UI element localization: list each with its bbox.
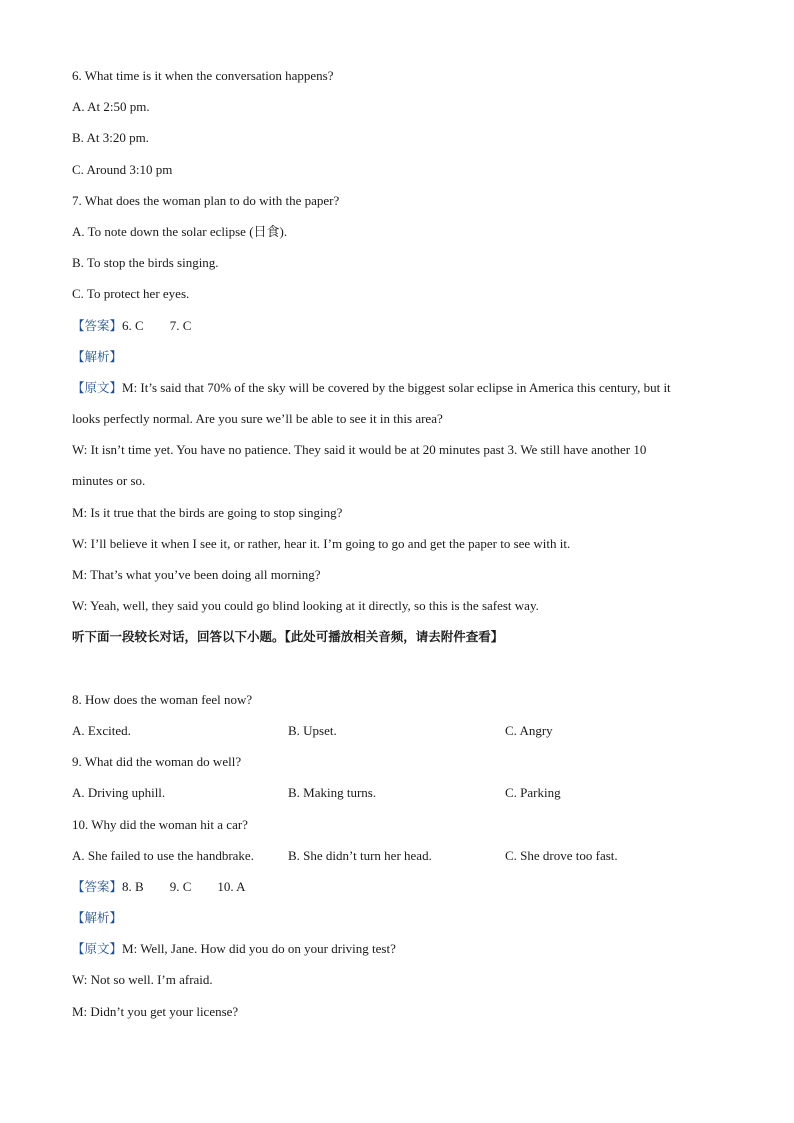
option-7a: A. To note down the solar eclipse (日食). bbox=[72, 223, 288, 239]
option-9a: A. Driving uphill. bbox=[72, 785, 166, 801]
option-7b: B. To stop the birds singing. bbox=[72, 255, 219, 271]
options-10 bbox=[72, 842, 732, 873]
answer-7: 7. C bbox=[169, 317, 192, 333]
option-6b: B. At 3:20 pm. bbox=[72, 130, 149, 146]
question-7: 7. What does the woman plan to do with the paper? bbox=[72, 192, 340, 208]
transcript-2-line-3: M: Didn’t you get your license? bbox=[72, 1003, 239, 1019]
transcript-1-line-1 bbox=[72, 374, 732, 405]
transcript-1-line-5: M: Is it true that the birds are going to stop singing? bbox=[72, 504, 343, 520]
transcript-1-line-2: looks perfectly normal. Are you sure we’ll be able to see it in this area? bbox=[72, 411, 443, 427]
question-9: 9. What did the woman do well? bbox=[72, 754, 242, 770]
answer-6: 6. C bbox=[122, 317, 144, 333]
spacer bbox=[72, 655, 732, 686]
option-8c: C. Angry bbox=[505, 722, 553, 738]
answer-line-2 bbox=[72, 873, 732, 904]
option-10b: B. She didn’t turn her head. bbox=[288, 847, 432, 863]
analysis-label: 【解析】 bbox=[72, 348, 123, 364]
transcript-2-line-2: W: Not so well. I’m afraid. bbox=[72, 972, 213, 988]
analysis-label: 【解析】 bbox=[72, 910, 123, 926]
option-9b: B. Making turns. bbox=[288, 785, 377, 801]
answer-label: 【答案】 bbox=[72, 878, 123, 894]
question-8: 8. How does the woman feel now? bbox=[72, 691, 253, 707]
transcript-1-line-3: W: It isn’t time yet. You have no patience. They said it would be at 20 minutes past 3. We still have another 10 bbox=[72, 442, 647, 458]
answer-8: 8. B bbox=[122, 878, 144, 894]
transcript-1-line-8: W: Yeah, well, they said you could go blind looking at it directly, so this is the safest way. bbox=[72, 598, 539, 614]
answer-9: 9. C bbox=[169, 878, 192, 894]
option-8a: A. Excited. bbox=[72, 722, 131, 738]
answer-line-1 bbox=[72, 312, 732, 343]
question-6: 6. What time is it when the conversation happens? bbox=[72, 68, 334, 83]
options-8 bbox=[72, 717, 732, 748]
document-page bbox=[72, 62, 732, 1029]
transcript-1-line-7: M: That’s what you’ve been doing all morning? bbox=[72, 567, 321, 582]
option-9c: C. Parking bbox=[505, 785, 561, 801]
question-10: 10. Why did the woman hit a car? bbox=[72, 816, 248, 832]
transcript-text: M: It’s said that 70% of the sky will be covered by the biggest solar eclipse in America this century, but it bbox=[122, 379, 671, 395]
options-9 bbox=[72, 779, 732, 810]
option-7c: C. To protect her eyes. bbox=[72, 286, 190, 302]
answer-10: 10. A bbox=[217, 878, 246, 894]
option-8b: B. Upset. bbox=[288, 722, 337, 738]
answer-label: 【答案】 bbox=[72, 317, 123, 333]
transcript-2-line-1 bbox=[72, 935, 732, 966]
transcript-text: M: Well, Jane. How did you do on your driving test? bbox=[122, 941, 396, 957]
option-6c: C. Around 3:10 pm bbox=[72, 161, 173, 177]
option-10c: C. She drove too fast. bbox=[505, 847, 618, 863]
transcript-label: 【原文】 bbox=[72, 379, 123, 395]
analysis-line-1 bbox=[72, 343, 732, 374]
transcript-1-line-6: W: I’ll believe it when I see it, or rather, hear it. I’m going to go and get the paper to see with it. bbox=[72, 535, 571, 551]
transcript-label: 【原文】 bbox=[72, 941, 123, 957]
listening-instruction: 听下面一段较长对话，回答以下小题。【此处可播放相关音频，请去附件查看】 bbox=[72, 629, 504, 645]
option-10a: A. She failed to use the handbrake. bbox=[72, 847, 254, 863]
analysis-line-2 bbox=[72, 904, 732, 935]
option-6a: A. At 2:50 pm. bbox=[72, 99, 150, 115]
transcript-1-line-4: minutes or so. bbox=[72, 473, 146, 489]
